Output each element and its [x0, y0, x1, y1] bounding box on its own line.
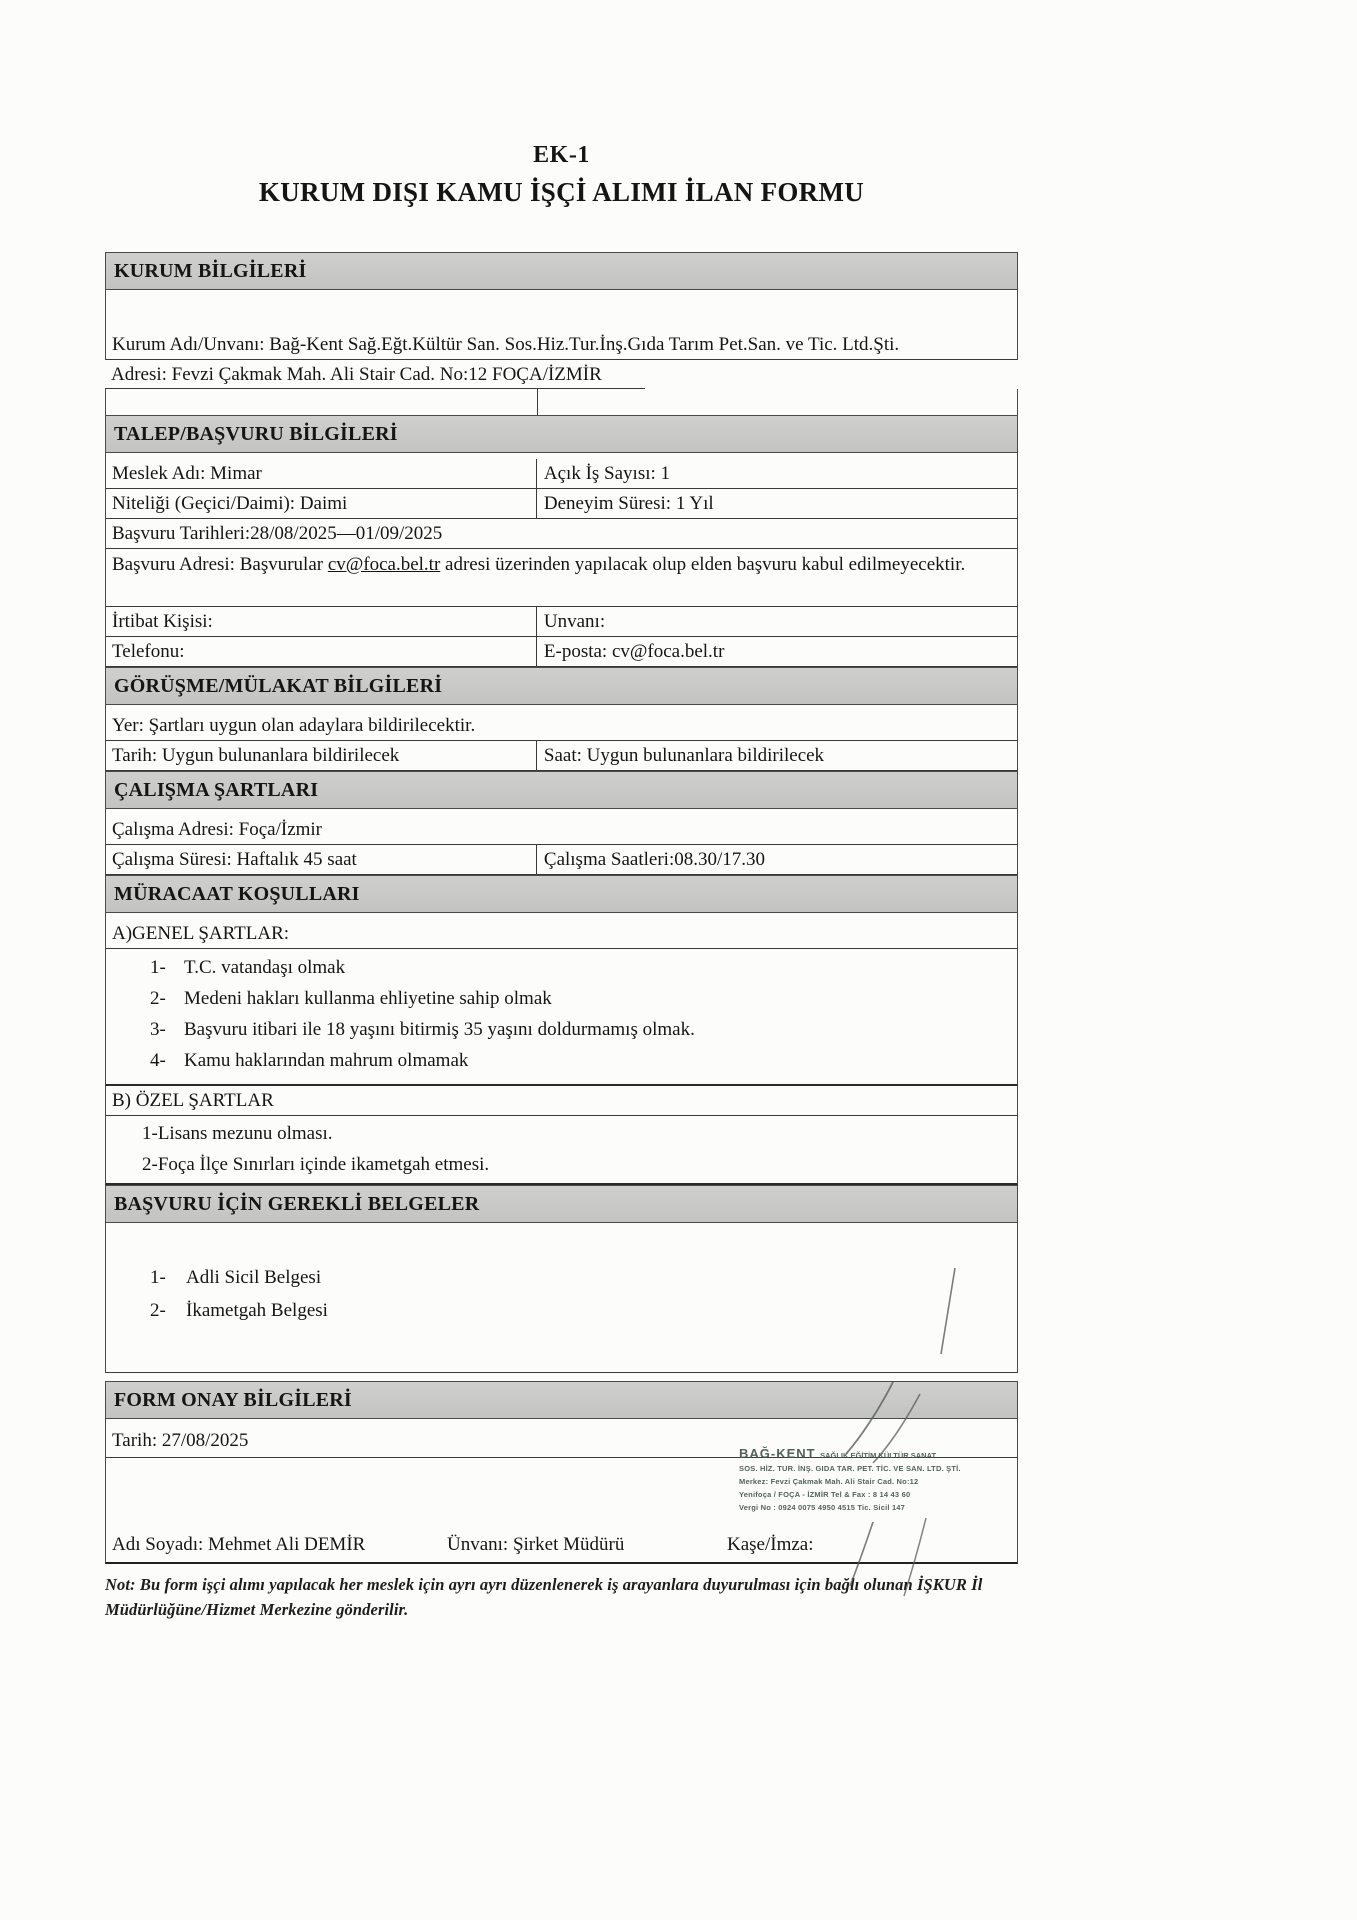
list-item-number: 1- [150, 1267, 166, 1288]
genel-sartlar-list [105, 949, 1018, 1086]
empty-row [105, 389, 1018, 415]
ozel-sartlar-heading: B) ÖZEL ŞARTLAR [105, 1086, 1018, 1116]
list-item [106, 1045, 1017, 1076]
section-header-muracaat-kosullari: MÜRACAAT KOŞULLARI [105, 875, 1018, 913]
field-telefonu: Telefonu: [106, 637, 537, 666]
field-basvuru-tarihleri: Başvuru Tarihleri:28/08/2025—01/09/2025 [105, 519, 1018, 549]
page-title: KURUM DIŞI KAMU İŞÇİ ALIMI İLAN FORMU [258, 177, 865, 207]
list-item-text: Kamu haklarından mahrum olmamak [184, 1050, 469, 1071]
form-code: EK-1 [533, 142, 590, 168]
stamp-line: SOS. HİZ. TUR. İNŞ. GIDA TAR. PET. TİC. VE SAN. LTD. ŞTİ. [739, 1464, 961, 1473]
field-gorusme-saat: Saat: Uygun bulunanlara bildirilecek [543, 745, 825, 766]
row-nitelik-deneyim [105, 489, 1018, 519]
list-item-number: 2- [150, 988, 166, 1009]
row-calisma-sure-saat [105, 845, 1018, 875]
list-item-text: Medeni hakları kullanma ehliyetine sahip olmak [184, 988, 552, 1009]
field-calisma-adresi: Çalışma Adresi: Foça/İzmir [105, 815, 1018, 845]
stamp-line: Vergi No : 0924 0075 4950 4515 Tic. Sicil 147 [739, 1503, 906, 1512]
stamp-area [105, 1446, 1018, 1528]
section-header-calisma-sartlari: ÇALIŞMA ŞARTLARI [105, 771, 1018, 809]
field-kurum-adresi: Adresi: Fevzi Çakmak Mah. Ali Stair Cad. No:12 FOÇA/İZMİR [105, 360, 1018, 389]
field-calisma-saatleri: Çalışma Saatleri:08.30/17.30 [543, 849, 765, 870]
row-irtibat-unvan [105, 607, 1018, 637]
genel-sartlar-heading: A)GENEL ŞARTLAR: [105, 919, 1018, 949]
field-onay-tarihi: Tarih: 27/08/2025 [105, 1425, 1018, 1458]
list-item-text: Başvuru itibari ile 18 yaşını bitirmiş 35 yaşını doldurmamış olmak. [184, 1019, 695, 1040]
field-yer: Yer: Şartları uygun olan adaylara bildirilecektir. [105, 711, 1018, 741]
list-item [106, 1261, 1017, 1294]
stamp-company-name: BAĞ-KENT [739, 1446, 816, 1461]
list-item [106, 1014, 1017, 1045]
stamp-company-name-suffix: SAĞLIK EĞİTİM KÜLTÜR SANAT [820, 1451, 937, 1460]
list-item-text: T.C. vatandaşı olmak [184, 957, 346, 978]
list-item-number: 4- [150, 1050, 166, 1071]
field-basvuru-adresi [105, 549, 1018, 607]
ozel-sartlar-list [105, 1116, 1018, 1185]
row-meslek-acik-is [105, 459, 1018, 489]
empty-row [105, 290, 1018, 330]
field-adi-soyadi: Adı Soyadı: Mehmet Ali DEMİR [112, 1534, 366, 1555]
list-item: 1-Lisans mezunu olması. [142, 1123, 333, 1144]
form-table [105, 252, 1018, 1622]
list-item-number: 3- [150, 1019, 166, 1040]
section-header-kurum-bilgileri: KURUM BİLGİLERİ [105, 252, 1018, 290]
footnote: Not: Bu form işçi alımı yapılacak her meslek için ayrı ayrı düzenlenerek iş arayanlara duyurulması için bağlı olunan İŞKUR İl Müdürlüğüne/Hizmet Merkezine gönderilir. [105, 1575, 983, 1619]
list-item [106, 952, 1017, 983]
empty-space [105, 1373, 1018, 1381]
row-onay-imza [105, 1528, 1018, 1564]
form-content [105, 140, 1018, 1622]
field-eposta: E-posta: cv@foca.bel.tr [543, 641, 725, 662]
field-kase-imza: Kaşe/İmza: [727, 1534, 814, 1555]
field-irtibat-kisisi: İrtibat Kişisi: [106, 607, 537, 636]
row-telefon-eposta [105, 637, 1018, 667]
list-item-text: Adli Sicil Belgesi [186, 1267, 322, 1288]
list-item: 2-Foça İlçe Sınırları içinde ikametgah etmesi. [142, 1154, 490, 1175]
field-niteligi: Niteliği (Geçici/Daimi): Daimi [106, 489, 537, 518]
section-header-talep-basvuru: TALEP/BAŞVURU BİLGİLERİ [105, 415, 1018, 453]
stamp-line: Yenifoça / FOÇA - İZMİR Tel & Fax : 8 14 43 60 [739, 1490, 911, 1499]
field-deneyim-suresi: Deneyim Süresi: 1 Yıl [543, 493, 714, 514]
company-stamp [739, 1448, 1039, 1513]
field-onay-unvani: Ünvanı: Şirket Müdürü [447, 1534, 625, 1555]
section-header-gerekli-belgeler: BAŞVURU İÇİN GEREKLİ BELGELER [105, 1185, 1018, 1223]
basvuru-adresi-text-suffix: adresi üzerinden yapılacak olup elden başvuru kabul edilmeyecektir. [440, 554, 966, 575]
stamp-line: Merkez: Fevzi Çakmak Mah. Ali Stair Cad. No:12 [739, 1477, 919, 1486]
list-item-number: 1- [150, 957, 166, 978]
field-unvani: Unvanı: [543, 611, 606, 632]
section-header-gorusme-mulakat: GÖRÜŞME/MÜLAKAT BİLGİLERİ [105, 667, 1018, 705]
list-item-text: İkametgah Belgesi [186, 1300, 328, 1321]
field-gorusme-tarih: Tarih: Uygun bulunanlara bildirilecek [106, 741, 537, 770]
field-acik-is-sayisi: Açık İş Sayısı: 1 [543, 463, 671, 484]
field-kurum-adi: Kurum Adı/Unvanı: Bağ-Kent Sağ.Eğt.Kültür San. Sos.Hiz.Tur.İnş.Gıda Tarım Pet.San. ve Tic. Ltd.Şti. [105, 330, 1018, 360]
basvuru-adresi-text: Başvuru Adresi: Başvurular [112, 554, 328, 575]
list-item [106, 983, 1017, 1014]
field-calisma-suresi: Çalışma Süresi: Haftalık 45 saat [106, 845, 537, 874]
row-tarih-saat [105, 741, 1018, 771]
field-meslek-adi: Meslek Adı: Mimar [106, 459, 537, 488]
list-item [106, 1294, 1017, 1327]
email-link: cv@foca.bel.tr [327, 554, 441, 575]
section-header-form-onay: FORM ONAY BİLGİLERİ [105, 1381, 1018, 1419]
gerekli-belgeler-list [105, 1223, 1018, 1373]
list-item-number: 2- [150, 1300, 166, 1321]
